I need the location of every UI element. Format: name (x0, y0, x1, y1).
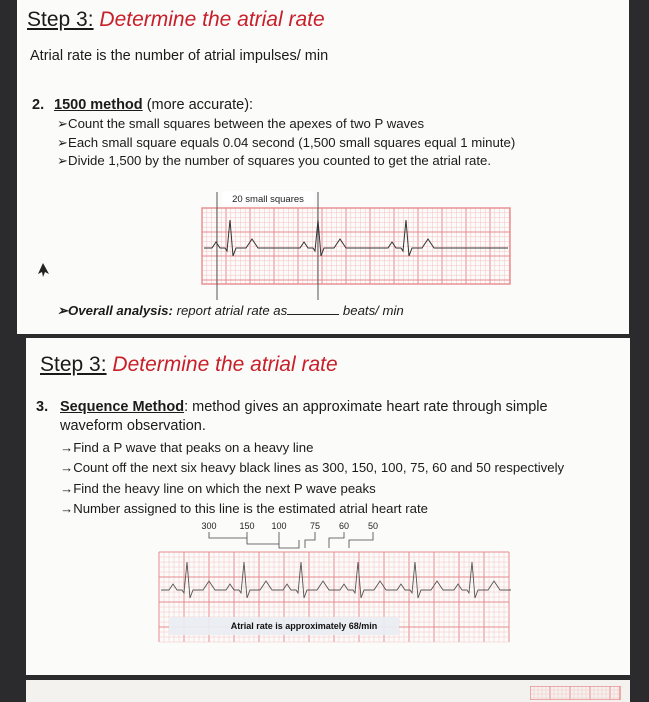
bullet-divide: ➢Divide 1,500 by the number of squares you counted to get the atrial rate. (57, 153, 492, 168)
slide1-subtitle: Atrial rate is the number of atrial impulses/ min (30, 48, 329, 64)
method-heading (32, 97, 253, 113)
bullet-find-p-wave: →Find a P wave that peaks on a heavy line (60, 440, 314, 455)
scale-label-60: 60 (338, 521, 350, 531)
sequence-number: 3. (36, 399, 49, 415)
slide-sequence-method (26, 338, 630, 675)
slide2-title (40, 353, 338, 377)
slide-1500-method (17, 0, 629, 334)
sequence-desc-1: : method gives an approximate heart rate through simple (184, 399, 548, 415)
bullet-square-duration: ➢Each small square equals 0.04 second (1,500 small squares equal 1 minute) (57, 135, 516, 150)
analysis-unit: beats/ min (342, 303, 404, 318)
scale-connectors (209, 532, 373, 548)
rate-scale (201, 521, 378, 548)
bullet-number-assigned: →Number assigned to this line is the estimated atrial heart rate (60, 501, 428, 516)
scale-label-100: 100 (271, 521, 287, 531)
analysis-blank (287, 314, 339, 315)
sequence-desc-2: waveform observation. (60, 418, 206, 434)
ecg-grid-fragment (530, 686, 622, 700)
bullet-count-squares: ➢Count the small squares between the apexes of two P waves (57, 116, 425, 131)
scale-label-150: 150 (239, 521, 255, 531)
sequence-name: Sequence Method (60, 399, 185, 415)
ecg-caption: Atrial rate is approximately 68/min (230, 621, 378, 631)
slide2-title-step: Step 3: (40, 353, 107, 376)
ecg-strip-1500 (182, 188, 522, 300)
method-name: 1500 method (54, 97, 143, 113)
scale-label-50: 50 (367, 521, 379, 531)
method-note: (more accurate): (146, 97, 254, 113)
slide2-title-main: Determine the atrial rate (112, 353, 338, 376)
scale-label-300: 300 (201, 521, 217, 531)
sequence-heading (36, 399, 548, 415)
measure-label: 20 small squares (232, 194, 304, 205)
cursor-arrow-icon (37, 262, 51, 278)
slide-next-partial (26, 680, 630, 702)
overall-analysis (57, 303, 404, 319)
ecg-strip-sequence (129, 518, 519, 648)
slide1-title-main: Determine the atrial rate (99, 8, 325, 31)
ecg-grid (202, 208, 510, 284)
method-number: 2. (32, 97, 45, 113)
slide1-title-step: Step 3: (27, 8, 94, 31)
analysis-label: ➢Overall analysis: (57, 303, 173, 318)
bullet-find-next-peak: →Find the heavy line on which the next P wave peaks (60, 481, 376, 496)
analysis-text: report atrial rate as (176, 303, 288, 318)
bullet-count-heavy-lines: →Count off the next six heavy black lines as 300, 150, 100, 75, 60 and 50 respectively (60, 460, 565, 475)
scale-label-75: 75 (309, 521, 321, 531)
slide1-title (27, 8, 325, 32)
